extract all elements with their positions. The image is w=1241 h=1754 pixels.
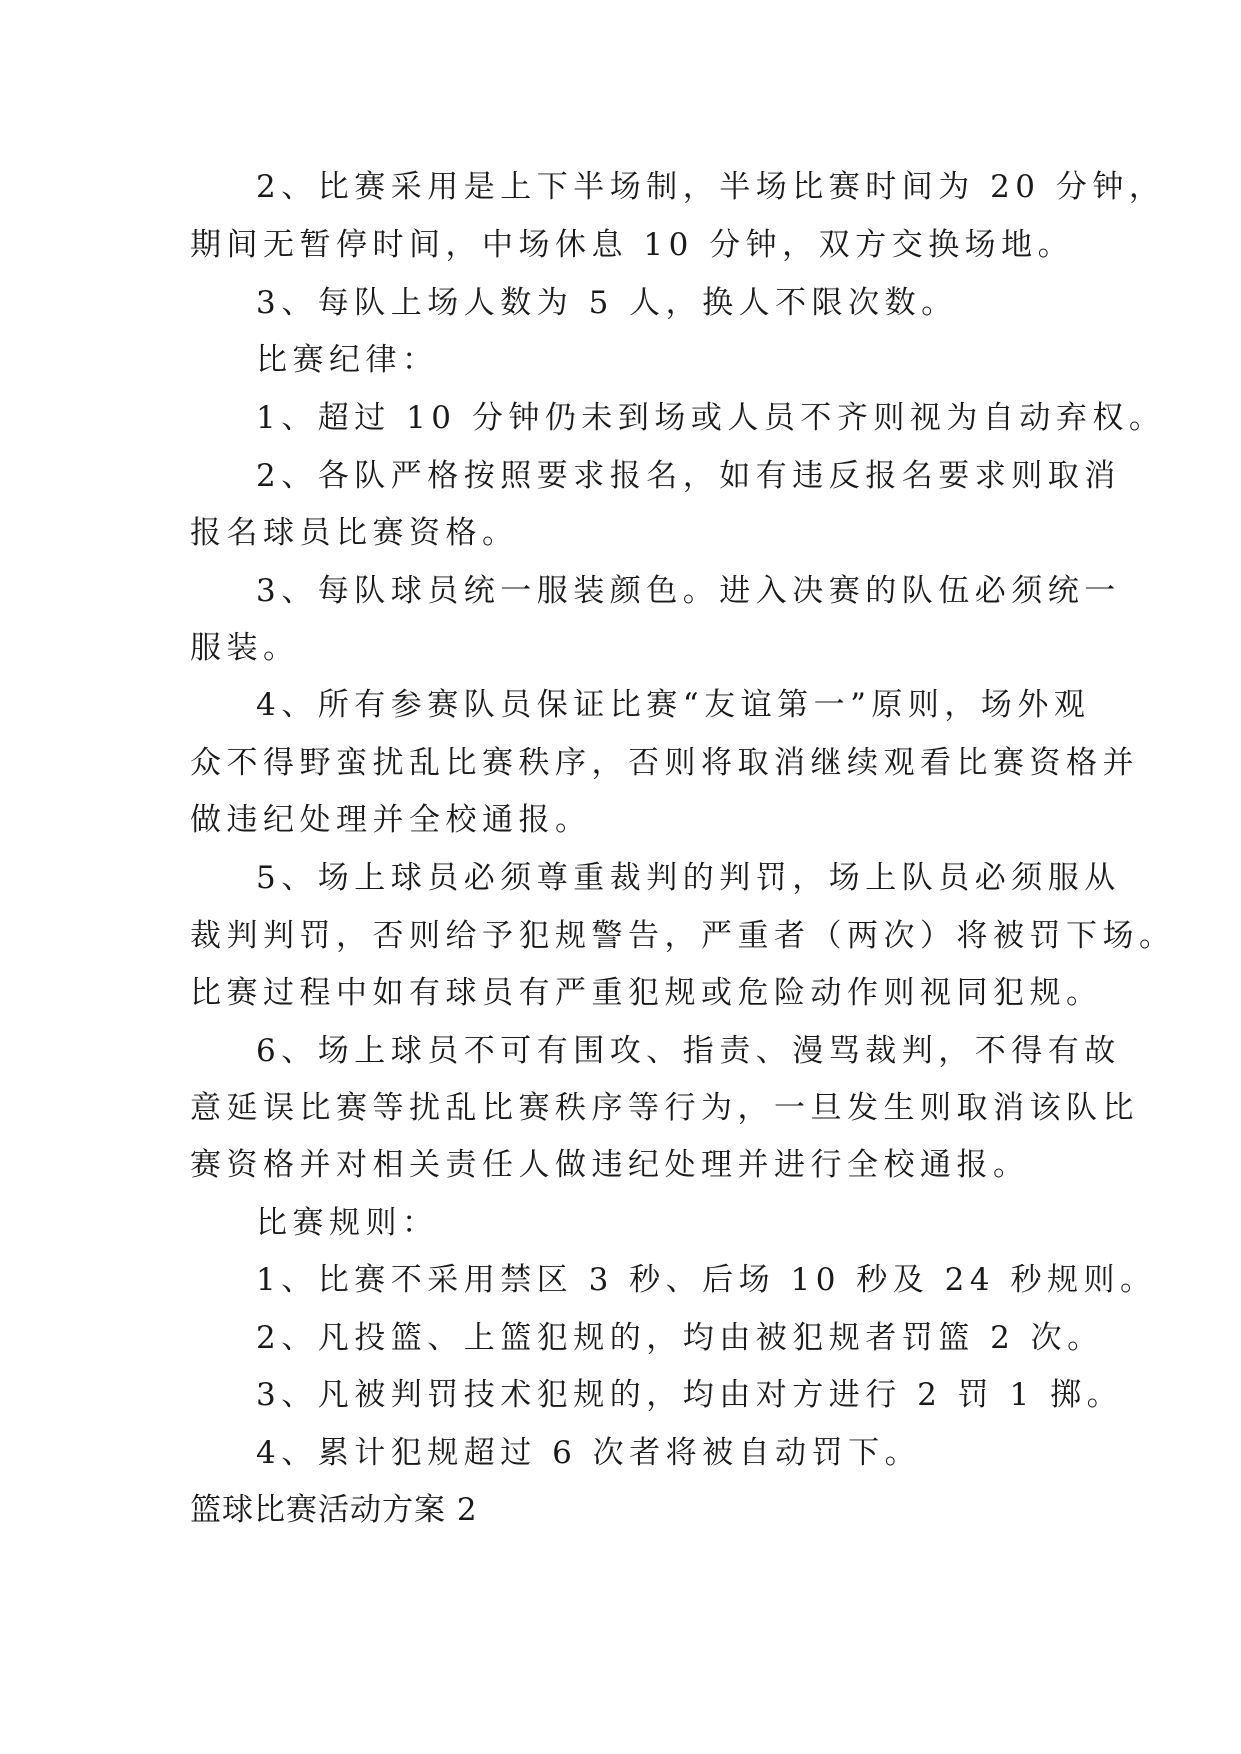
text-line: 意延误比赛等扰乱比赛秩序等行为，一旦发生则取消该队比 [190, 1090, 1139, 1126]
text-line: 4、所有参赛队员保证比赛“友谊第一”原则，场外观 [256, 687, 1091, 723]
text-line: 3、每队球员统一服装颜色。进入决赛的队伍必须统一 [256, 573, 1121, 609]
text-line: 裁判判罚，否则给予犯规警告，严重者（两次）将被罚下场。 [190, 918, 1176, 954]
text-line: 众不得野蛮扰乱比赛秩序，否则将取消继续观看比赛资格并 [190, 745, 1139, 781]
text-line: 1、比赛不采用禁区 3 秒、后场 10 秒及 24 秒规则。 [256, 1262, 1157, 1298]
section-heading: 比赛纪律： [256, 342, 439, 378]
text-line: 6、场上球员不可有围攻、指责、漫骂裁判，不得有故 [256, 1033, 1121, 1069]
text-line: 期间无暂停时间，中场休息 10 分钟，双方交换场地。 [190, 227, 1075, 263]
text-line: 做违纪处理并全校通报。 [190, 802, 592, 838]
text-line: 赛资格并对相关责任人做违纪处理并进行全校通报。 [190, 1147, 1030, 1183]
text-line: 4、累计犯规超过 6 次者将被自动罚下。 [256, 1435, 922, 1471]
text-line: 2、比赛采用是上下半场制，半场比赛时间为 20 分钟， [256, 169, 1166, 205]
document-title: 篮球比赛活动方案 2 [190, 1492, 478, 1528]
text-line: 3、每队上场人数为 5 人，换人不限次数。 [256, 285, 958, 321]
text-line: 3、凡被判罚技术犯规的，均由对方进行 2 罚 1 掷。 [256, 1377, 1124, 1413]
text-line: 2、凡投篮、上篮犯规的，均由被犯规者罚篮 2 次。 [256, 1320, 1104, 1356]
text-line: 比赛过程中如有球员有严重犯规或危险动作则视同犯规。 [190, 975, 1103, 1011]
text-line: 1、超过 10 分钟仍未到场或人员不齐则视为自动弃权。 [256, 400, 1166, 436]
text-line: 报名球员比赛资格。 [190, 515, 519, 551]
text-line: 服装。 [190, 630, 300, 666]
text-line: 5、场上球员必须尊重裁判的判罚，场上队员必须服从 [256, 860, 1121, 896]
section-heading: 比赛规则： [256, 1205, 439, 1241]
text-line: 2、各队严格按照要求报名，如有违反报名要求则取消 [256, 458, 1121, 494]
